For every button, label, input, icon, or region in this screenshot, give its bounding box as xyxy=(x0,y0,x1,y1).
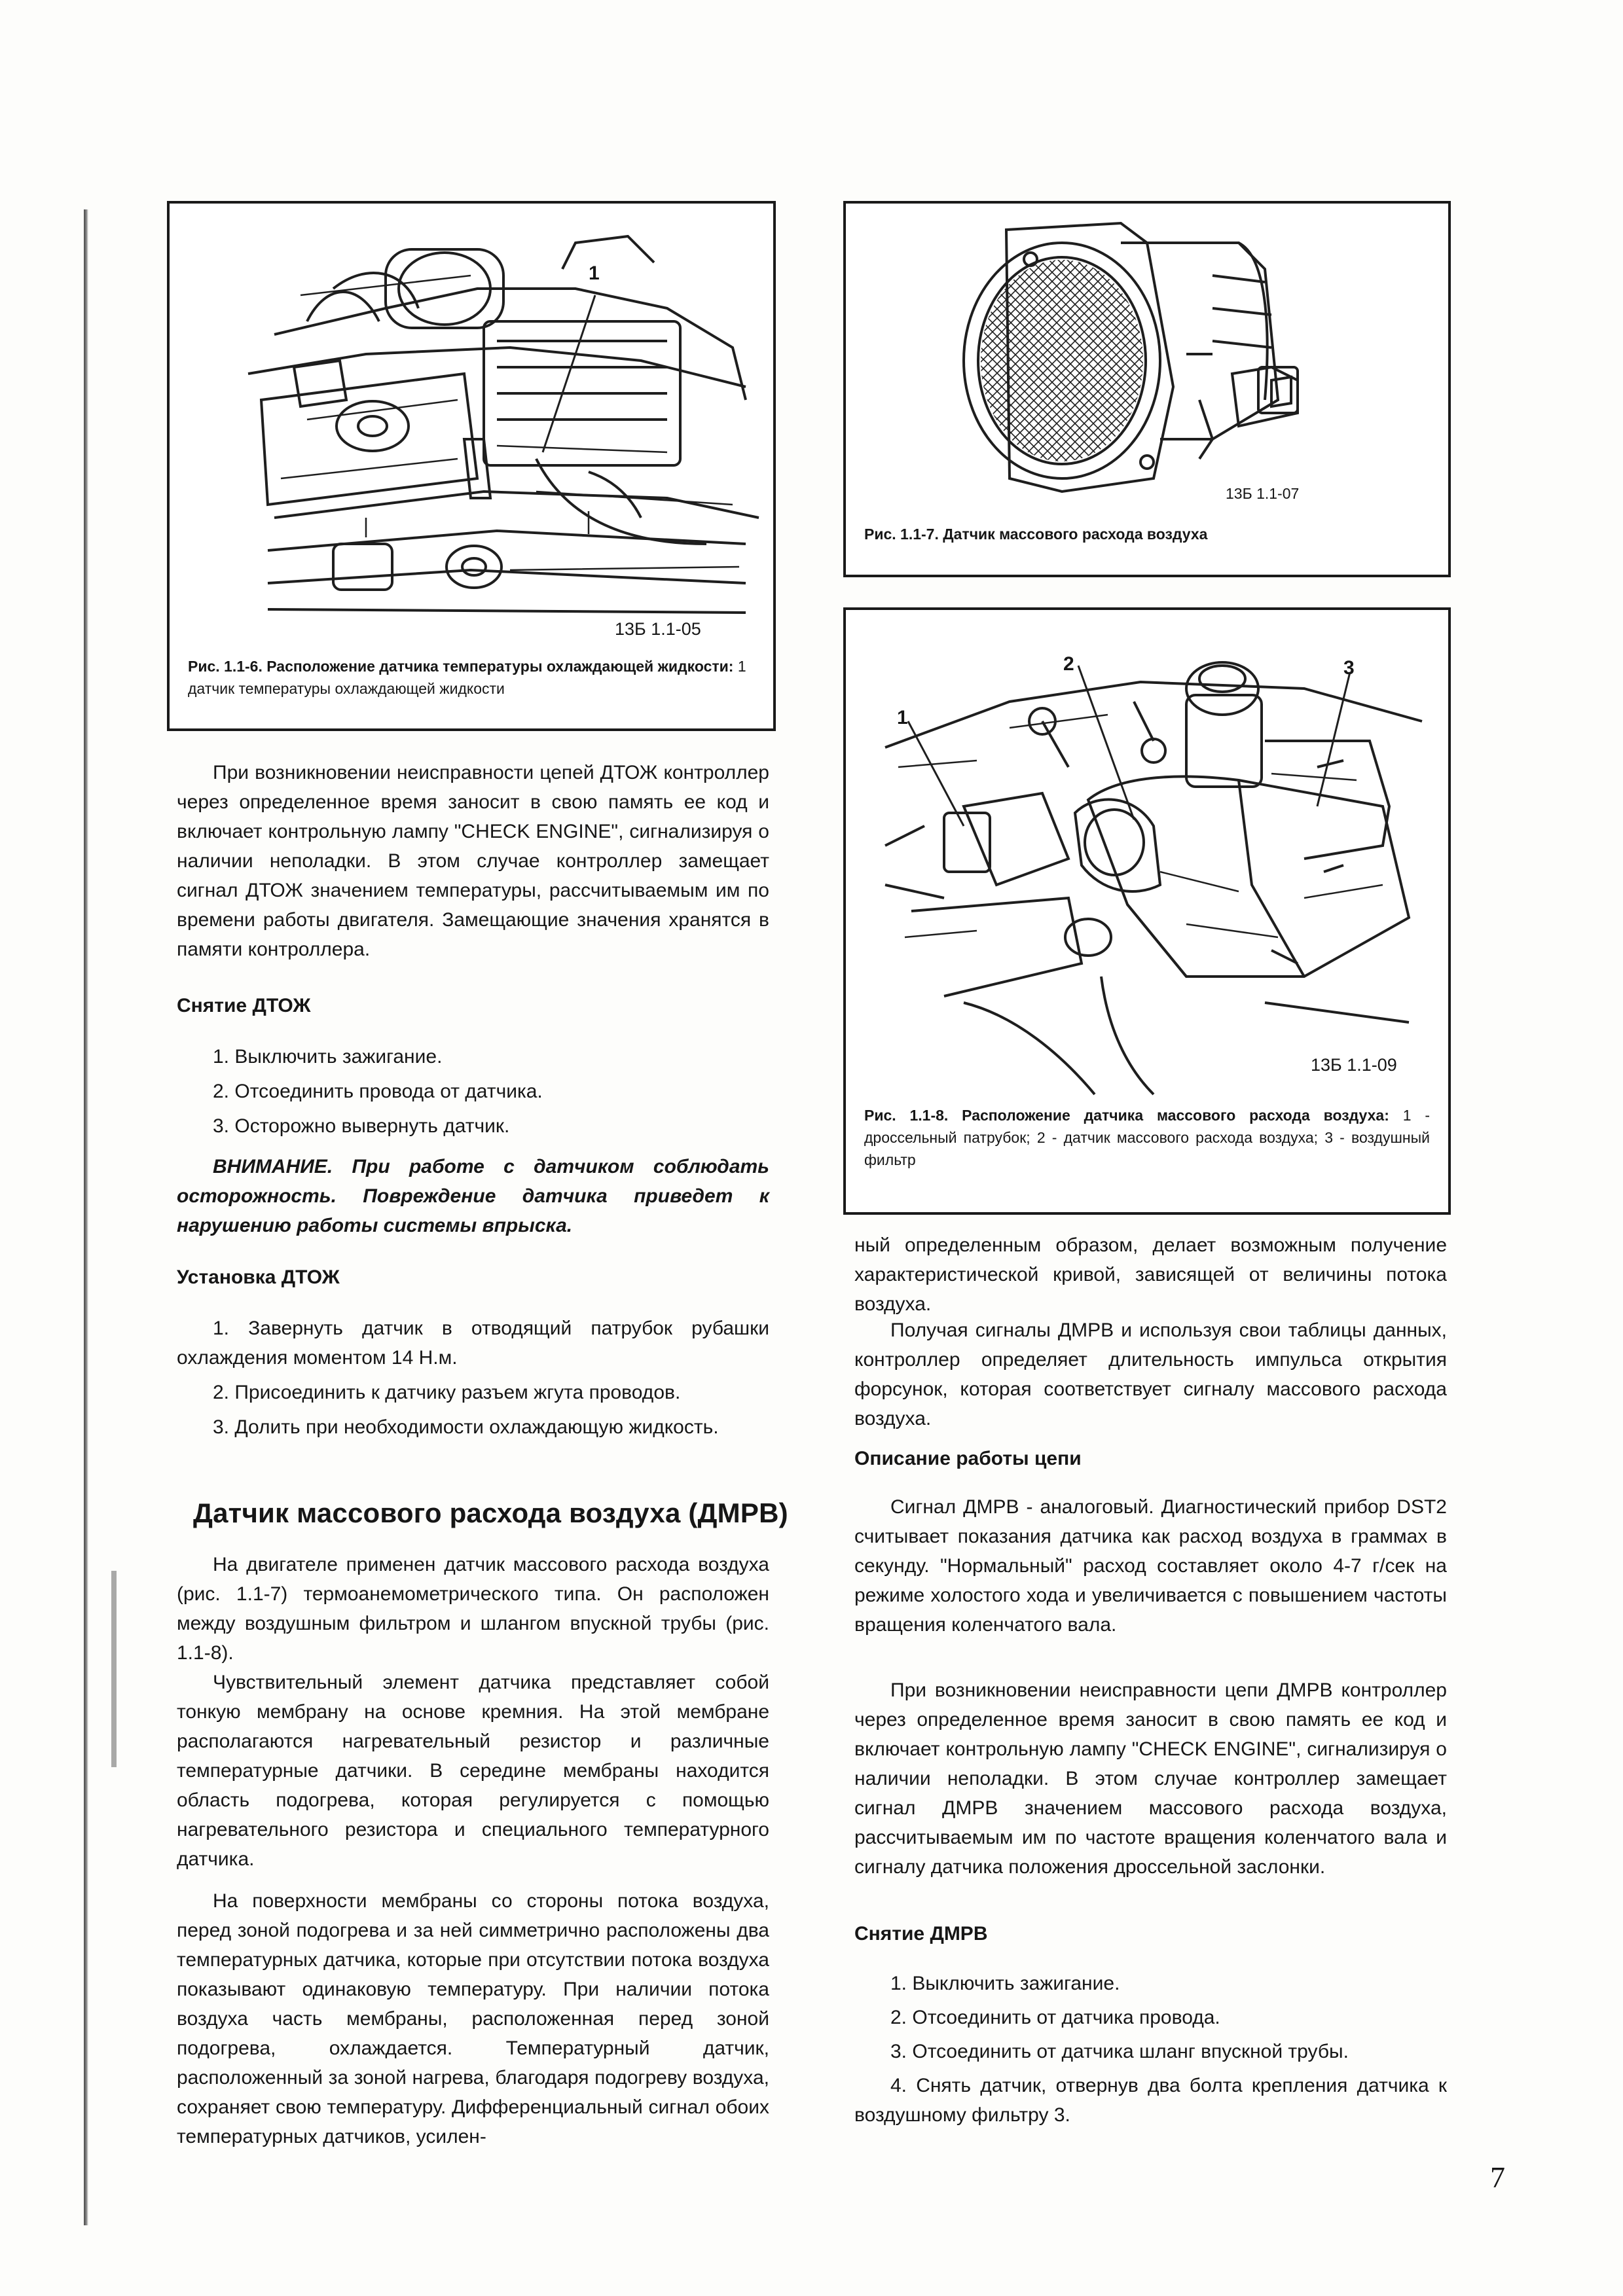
callout-1: 1 xyxy=(589,262,600,284)
figure-1-1-8 xyxy=(843,607,1451,1215)
figure-code: 13Б 1.1-05 xyxy=(615,619,701,639)
paragraph-ectc-fault: При возникновении неисправности цепей ДТОЖ контроллер через определенное время заносит в свою память ее код и включает контрольную лампу "CHECK ENGINE", сигнализируя о наличии неполадки. В этом случае контроллер замещает сигнал ДТОЖ значением температуры, рассчитываемым им по времени работы двигателя. Замещающие значения хранятся в памяти контроллера. xyxy=(177,762,769,960)
heading-ectc-removal: Снятие ДТОЖ xyxy=(177,995,311,1016)
caption-title: Рис. 1.1-6. Расположение датчика температуры охлаждающей жидкости: xyxy=(188,658,734,675)
section-title-maf: Датчик массового расхода воздуха (ДМРВ) xyxy=(193,1498,788,1528)
figure-1-1-6 xyxy=(167,201,776,731)
callout-1: 1 xyxy=(897,707,908,728)
figure-caption xyxy=(864,1104,1430,1171)
callout-2: 2 xyxy=(1063,653,1074,675)
warning-note: ВНИМАНИЕ. При работе с датчиком соблюдать осторожность. Повреждение датчика приведет к нарушению работы системы впрыска. xyxy=(177,1156,769,1236)
paragraph-continuation: ный определенным образом, делает возможным получение характеристической кривой, зависящей от величины потока воздуха. xyxy=(854,1234,1447,1315)
callout-3: 3 xyxy=(1343,657,1355,679)
paragraph-maf-membrane: На поверхности мембраны со стороны потока воздуха, перед зоной подогрева и за ней симметрично расположены два температурных датчика, которые при отсутствии потока воздуха показывают одинаковую температуру. При наличии потока воздуха часть мембраны, расположенная перед зоной подогрева, охлаждается. Температурный датчик, расположенный за зоной нагрева, благодаря подогреву воздуха, сохраняет свою температуру. Дифференциальный сигнал обоих температурных датчиков, усилен- xyxy=(177,1890,769,2147)
figure-caption xyxy=(864,523,1430,545)
figure-code: 13Б 1.1-09 xyxy=(1311,1055,1397,1075)
paragraph-maf-fault: При возникновении неисправности цепи ДМРВ контроллер через определенное время заносит в свою память ее код и включает контрольную лампу "CHECK ENGINE", сигнализируя о наличии неполадки. В этом случае контроллер замещает сигнал ДМРВ значением массового расхода воздуха, рассчитываемым им по частоте вращения коленчатого вала и сигналу датчика положения дроссельной заслонки. xyxy=(854,1679,1447,1878)
caption-title: Рис. 1.1-8. Расположение датчика массового расхода воздуха: xyxy=(864,1107,1389,1124)
engine-illustration-coolant-sensor xyxy=(170,204,773,636)
leader-line-1 xyxy=(543,295,595,452)
heading-circuit-description: Описание работы цепи xyxy=(854,1448,1082,1469)
scan-shadow xyxy=(111,1571,117,1767)
step-maf-removal-2: 2. Отсоединить от датчика провода. xyxy=(890,2007,1220,2028)
step-ectc-removal-1: 1. Выключить зажигание. xyxy=(213,1046,443,1067)
step-ectc-removal-2: 2. Отсоединить провода от датчика. xyxy=(213,1081,543,1102)
caption-legend: 1 датчик температуры охлаждающей жидкости xyxy=(188,658,746,697)
step-maf-removal-3: 3. Отсоединить от датчика шланг впускной трубы. xyxy=(890,2041,1349,2062)
heading-ectc-install: Установка ДТОЖ xyxy=(177,1266,340,1288)
step-maf-removal-1: 1. Выключить зажигание. xyxy=(890,1973,1120,1994)
step-ectc-removal-3: 3. Осторожно вывернуть датчик. xyxy=(213,1115,510,1137)
figure-code: 13Б 1.1-07 xyxy=(1226,485,1300,502)
caption-title: Рис. 1.1-7. Датчик массового расхода воздуха xyxy=(864,526,1208,543)
paragraph-circuit-signal: Сигнал ДМРВ - аналоговый. Диагностический прибор DST2 считывает показания датчика как расход воздуха в граммах в секунду. "Нормальный" расход составляет около 4-7 г/сек на режиме холостого хода и увеличивается с повышением частоты вращения коленчатого вала. xyxy=(854,1496,1447,1636)
paragraph-maf-signals: Получая сигналы ДМРВ и используя свои таблицы данных, контроллер определяет длительность импульса открытия форсунок, которая соответствует сигналу массового расхода воздуха. xyxy=(854,1319,1447,1429)
figure-caption xyxy=(188,655,755,700)
leader-line-2 xyxy=(1078,666,1134,819)
caption-legend: 1 - дроссельный патрубок; 2 - датчик массового расхода воздуха; 3 - воздушный фильтр xyxy=(864,1107,1431,1168)
engine-illustration-maf-location xyxy=(846,610,1448,1107)
step-ectc-install-2: 2. Присоединить к датчику разъем жгута проводов. xyxy=(213,1382,681,1403)
heading-maf-removal: Снятие ДМРВ xyxy=(854,1923,988,1945)
maf-sensor-illustration xyxy=(846,204,1448,511)
scan-binding-edge xyxy=(84,209,88,2225)
figure-1-1-7 xyxy=(843,201,1451,577)
paragraph-maf-element: Чувствительный элемент датчика представляет собой тонкую мембрану на основе кремния. На этой мембране располагаются нагревательный резистор и различные температурные датчики. В середине мембраны находится область подогрева, которая регулируется с помощью нагревательного резистора и специального температурного датчика. xyxy=(177,1672,769,1870)
leader-line-1 xyxy=(908,721,964,826)
step-ectc-install-1: 1. Завернуть датчик в отводящий патрубок рубашки охлаждения моментом 14 Н.м. xyxy=(177,1318,769,1369)
step-ectc-install-3: 3. Долить при необходимости охлаждающую жидкость. xyxy=(213,1416,719,1438)
page-number: 7 xyxy=(1490,2161,1505,2194)
paragraph-maf-intro: На двигателе применен датчик массового расхода воздуха (рис. 1.1-7) термоанемометрического типа. Он расположен между воздушным фильтром и шлангом впускной трубы (рис. 1.1-8). xyxy=(177,1554,769,1664)
step-maf-removal-4: 4. Снять датчик, отвернув два болта крепления датчика к воздушному фильтру 3. xyxy=(854,2075,1447,2126)
